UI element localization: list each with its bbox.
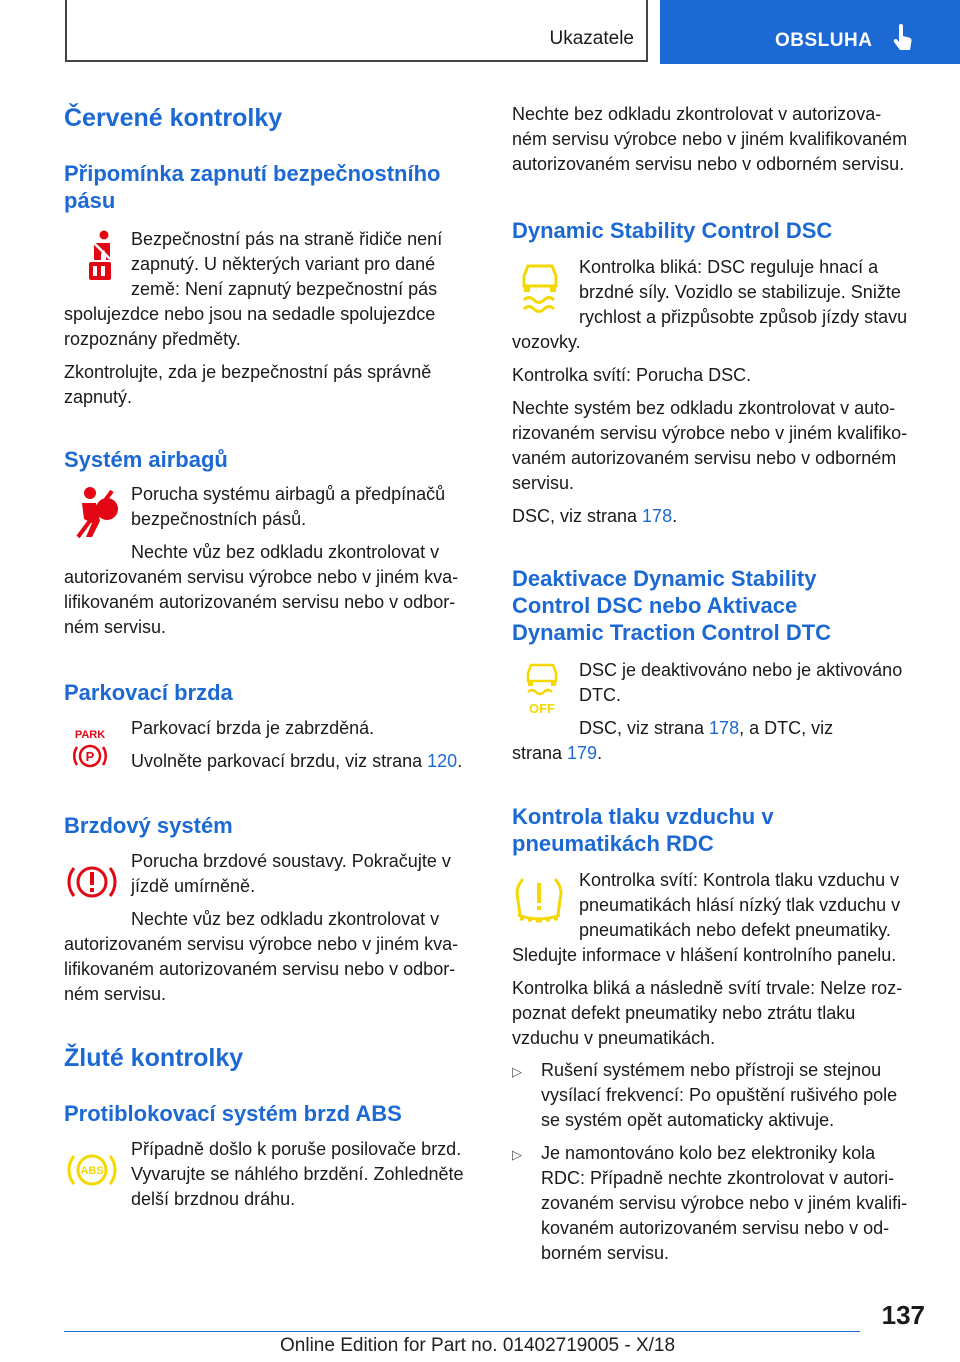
svg-text:P: P — [85, 749, 95, 764]
seatbelt-check-line2: zapnutý. — [64, 387, 133, 407]
brake-line1: Porucha brzdové soustavy. Pokračujte v — [131, 851, 451, 871]
chapter-tab[interactable] — [660, 0, 960, 64]
parking-line2 — [64, 749, 482, 774]
seatbelt-heading-line1: Připomínka zapnutí bezpečnostního — [64, 161, 441, 186]
dsc-off-heading-line2: Control DSC nebo Aktivace — [512, 593, 798, 618]
page-link-178b[interactable]: 178 — [709, 718, 740, 738]
dsc-off-ref-text: DSC, viz strana — [579, 718, 710, 738]
dsc-off-icon-text: OFF — [529, 701, 555, 716]
bullet-arrow-icon: ▷ — [512, 1064, 522, 1079]
seatbelt-line1: Bezpečnostní pás na straně řidiče není — [131, 229, 443, 249]
dsc-ref-line — [512, 504, 677, 529]
rdc-heading — [512, 803, 932, 857]
right-top-line3: autorizovaném servisu nebo v odborném servisu. — [512, 154, 905, 174]
footer-edition: Online Edition for Part no. 01402719005 - X/18 — [280, 1335, 676, 1356]
parking-line2-end: . — [457, 751, 463, 771]
airbag-heading: Systém airbagů — [64, 447, 228, 472]
page-link-179[interactable]: 179 — [567, 743, 598, 763]
chapter-tab-label: OBSLUHA — [775, 30, 873, 51]
right-top-line2: ném servisu výrobce nebo v jiném kvalifikovaném — [512, 129, 908, 149]
dsc-service-line3: vaném autorizovaném servisu nebo v odborném — [512, 448, 897, 468]
page-link-120[interactable]: 120 — [427, 751, 458, 771]
dsc-off-ref2-end: . — [597, 743, 603, 763]
rdc-blink-line2: poznat defekt pneumatiky nebo ztrátu tlaku — [512, 1003, 856, 1023]
page-link-178[interactable]: 178 — [642, 506, 673, 526]
brake-line3: Nechte vůz bez odkladu zkontrolovat v — [131, 909, 440, 929]
rdc-line3: pneumatikách nebo defekt pneumatiky. — [579, 920, 891, 940]
red-lights-heading: Červené kontrolky — [64, 104, 283, 132]
dsc-ref-end: . — [672, 506, 678, 526]
parking-line1: Parkovací brzda je zabrzděná. — [131, 718, 375, 738]
abs-line1: Případně došlo k poruše posilovače brzd. — [131, 1139, 462, 1159]
rdc-bullet-2-line4: kovaném autorizovaném servisu nebo v od- — [541, 1218, 890, 1238]
seatbelt-line2: zapnutý. U některých variant pro dané — [131, 254, 436, 274]
dsc-service-line2: rizovaném servisu výrobce nebo v jiném kvalifiko- — [512, 423, 908, 443]
airbag-line5: lifikovaném autorizovaném servisu nebo v odbor- — [64, 592, 456, 612]
rdc-bullet-2-line1: Je namontováno kolo bez elektroniky kola — [541, 1143, 876, 1163]
brake-line5: lifikovaném autorizovaném servisu nebo v odbor- — [64, 959, 456, 979]
airbag-line6: ném servisu. — [64, 617, 167, 637]
rdc-bullet-2-line3: zovaném servisu výrobce nebo v jiném kvalifi- — [541, 1193, 908, 1213]
dsc-ref-text: DSC, viz strana — [512, 506, 643, 526]
rdc-blink-line1: Kontrolka bliká a následně svítí trvale: Nelze roz- — [512, 978, 903, 998]
brake-line4: autorizovaném servisu výrobce nebo v jiném kva- — [64, 934, 459, 954]
yellow-lights-heading: Žluté kontrolky — [64, 1044, 244, 1072]
abs-line2: Vyvarujte se náhlého brzdění. Zohledněte — [131, 1164, 464, 1184]
seatbelt-line5: rozpoznány předměty. — [64, 329, 241, 349]
abs-icon-text: ABS — [80, 1165, 104, 1177]
rdc-heading-line1: Kontrola tlaku vzduchu v — [512, 804, 774, 829]
dsc-off-line2: DTC. — [579, 685, 621, 705]
airbag-line1: Porucha systému airbagů a předpínačů — [131, 484, 446, 504]
rdc-bullet-1-line1: Rušení systémem nebo přístroji se stejnou — [541, 1060, 882, 1080]
seatbelt-heading — [64, 160, 482, 214]
pointing-hand-icon — [892, 24, 916, 59]
park-brake-icon-text: PARK — [74, 729, 106, 741]
abs-heading: Protiblokovací systém brzd ABS — [64, 1101, 402, 1126]
header-section-title: Ukazatele — [549, 28, 634, 49]
rdc-line2: pneumatikách hlásí nízký tlak vzduchu v — [579, 895, 901, 915]
seatbelt-check-line1: Zkontrolujte, zda je bezpečnostní pás správně — [64, 362, 432, 382]
dsc-off-ref2-text: strana — [512, 743, 568, 763]
brake-system-heading: Brzdový systém — [64, 813, 233, 838]
brake-line2: jízdě umírněně. — [131, 876, 256, 896]
seatbelt-heading-line2: pásu — [64, 188, 116, 213]
dsc-line4: vozovky. — [512, 332, 581, 352]
rdc-line4: Sledujte informace v hlášení kontrolního panelu. — [512, 945, 897, 965]
rdc-bullet-1-line3: se systém opět automaticky aktivuje. — [541, 1110, 835, 1130]
dsc-off-ref-line2 — [512, 741, 602, 766]
dsc-off-ref-line — [512, 716, 932, 741]
rdc-bullet-1-text — [541, 1058, 926, 1133]
rdc-blink-line3: vzduchu v pneumatikách. — [512, 1028, 716, 1048]
dsc-line1: Kontrolka bliká: DSC reguluje hnací a — [579, 257, 879, 277]
rdc-bullet-2-text — [541, 1141, 926, 1266]
dsc-off-heading — [512, 565, 932, 646]
parking-line2-text: Uvolněte parkovací brzdu, viz strana — [131, 751, 428, 771]
dsc-line3: rychlost a přizpůsobte způsob jízdy stavu — [579, 307, 908, 327]
airbag-line2: bezpečnostních pásů. — [131, 509, 307, 529]
header-section-box — [65, 0, 648, 62]
airbag-line3: Nechte vůz bez odkladu zkontrolovat v — [131, 542, 440, 562]
rdc-bullet-2-line2: RDC: Případně nechte zkontrolovat v autori- — [541, 1168, 895, 1188]
dsc-service-line1: Nechte systém bez odkladu zkontrolovat v auto- — [512, 398, 896, 418]
airbag-line4: autorizovaném servisu výrobce nebo v jiném kva- — [64, 567, 459, 587]
dsc-off-line1: DSC je deaktivováno nebo je aktivováno — [579, 660, 903, 680]
dsc-fault-line: Kontrolka svítí: Porucha DSC. — [512, 365, 752, 385]
rdc-bullet-1-line2: vysílací frekvencí: Po opuštění rušivého pole — [541, 1085, 898, 1105]
brake-line6: ném servisu. — [64, 984, 167, 1004]
parking-brake-heading: Parkovací brzda — [64, 680, 233, 705]
right-top-line1: Nechte bez odkladu zkontrolovat v autorizova- — [512, 104, 882, 124]
rdc-heading-line2: pneumatikách RDC — [512, 831, 714, 856]
dsc-line2: brzdné síly. Vozidlo se stabilizuje. Snižte — [579, 282, 901, 302]
dsc-service-line4: servisu. — [512, 473, 575, 493]
seatbelt-line3: země: Není zapnutý bezpečnostní pás — [131, 279, 438, 299]
rdc-bullet-2-line5: borném servisu. — [541, 1243, 670, 1263]
dsc-off-heading-line1: Deaktivace Dynamic Stability — [512, 566, 817, 591]
bullet-arrow-icon: ▷ — [512, 1147, 522, 1162]
page-number: 137 — [881, 1300, 925, 1330]
footer-divider — [64, 1331, 860, 1332]
dsc-heading: Dynamic Stability Control DSC — [512, 218, 833, 243]
rdc-line1: Kontrolka svítí: Kontrola tlaku vzduchu v — [579, 870, 900, 890]
abs-line3: delší brzdnou dráhu. — [131, 1189, 296, 1209]
dsc-off-ref-mid: , a DTC, viz — [739, 718, 834, 738]
seatbelt-line4: spolujezdce nebo jsou na sedadle spolujezdce — [64, 304, 436, 324]
dsc-off-heading-line3: Dynamic Traction Control DTC — [512, 620, 832, 645]
